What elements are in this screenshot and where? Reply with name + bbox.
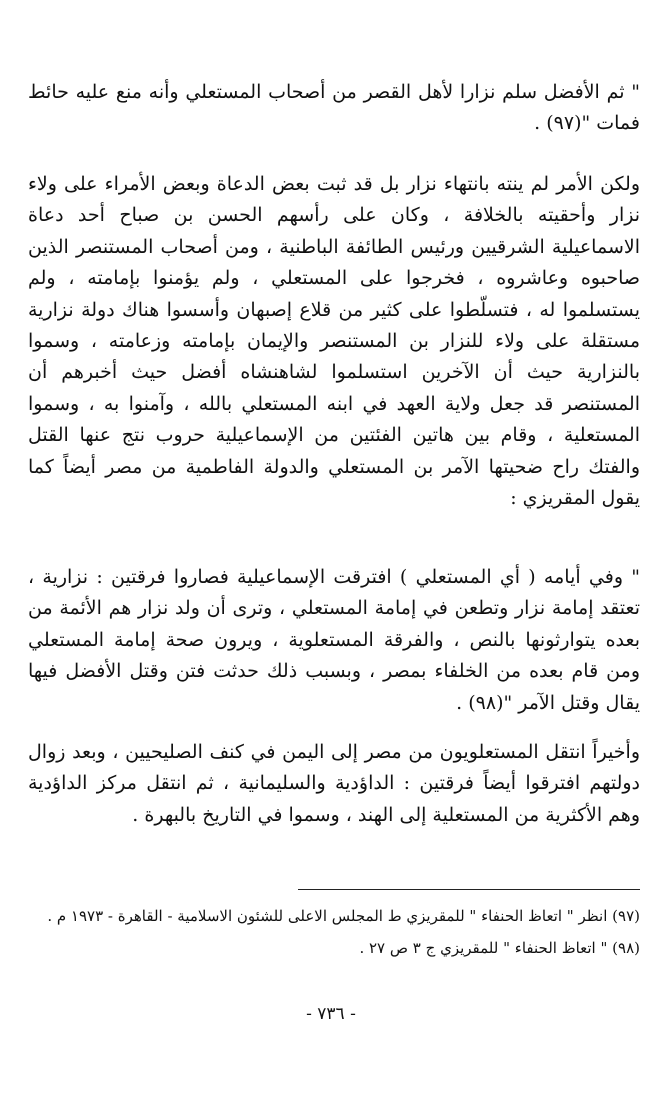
quote-paragraph-3: " وفي أيامه ( أي المستعلي ) افترقت الإسماعيلية فصاروا فرقتين : نزارية ، تعتقد إمامة نزار وتطعن في إمامة المستعلي ، وترى أن ولد نزار هم الأئمة من بعده يتوارثونها بالنص ، والفرقة المستعلوية ، ويرون صحة إمامة المستعلي ومن قام بعده من الخلفاء بمصر ، وبسبب ذلك حدثت فتن وقتل الأفضل فيها يقال وقتل الآمر "(٩٨) . — [28, 566, 640, 714]
body-paragraph-4: وأخيراً انتقل المستعلويون من مصر إلى اليمن في كنف الصليحيين ، وبعد زوال دولتهم افترقوا أيضاً فرقتين : الداؤدية والسليمانية ، ثم انتقل مركز الداؤدية وهم الأكثرية من المستعلية إلى الهند ، وسموا في التاريخ بالبهرة . — [28, 741, 640, 826]
footnote-97: (٩٧) انظر " اتعاظ الحنفاء " للمقريزي ط المجلس الاعلى للشئون الاسلامية - القاهرة - ١٩٧٣ م . — [47, 907, 640, 925]
footnote-divider — [298, 889, 640, 890]
body-paragraph-2: ولكن الأمر لم ينته بانتهاء نزار بل قد ثبت بعض الدعاة وبعض الأمراء على ولاء نزار وأحقيته بالخلافة ، وكان على رأسهم الحسن بن صباح أحد دعاة الاسماعيلية الشرقيين ورئيس الطائفة الباطنية ، ومن أصحاب المستنصر الذين صاحبوه وعاشروه ، فخرجوا على المستعلي ، ولم يؤمنوا بإمامته ، ولم يستسلموا له ، فتسلّطوا على كثير من قلاع إصبهان وأسسوا هناك دولة نزارية مستقلة على ولاء للنزار بن المستنصر والإيمان بإمامته وزعامته ، وسموا بالنزارية حيث أن الآخرين استسلموا لشاهنشاه أفضل حيث أخبرهم أن المستنصر قد جعل ولاية العهد في ابنه المستعلي بالله ، وآمنوا به ، وسموا المستعلية ، وقام بين هاتين الفئتين من الإسماعيلية حروب نتج عنها القتل والفتك راح ضحيتها الآمر بن المستعلي والدولة الفاطمية من مصر أيضاً كما يقول المقريزي : — [28, 173, 640, 510]
page-number: - ٧٣٦ - — [306, 1004, 356, 1024]
footnote-98: (٩٨) " اتعاظ الحنفاء " للمقريزي ج ٣ ص ٢٧ . — [359, 939, 640, 957]
footnotes-section — [24, 902, 640, 966]
quote-paragraph-1: " ثم الأفضل سلم نزارا لأهل القصر من أصحاب المستعلي وأنه منع عليه حائط فمات "(٩٧) . — [28, 81, 640, 135]
